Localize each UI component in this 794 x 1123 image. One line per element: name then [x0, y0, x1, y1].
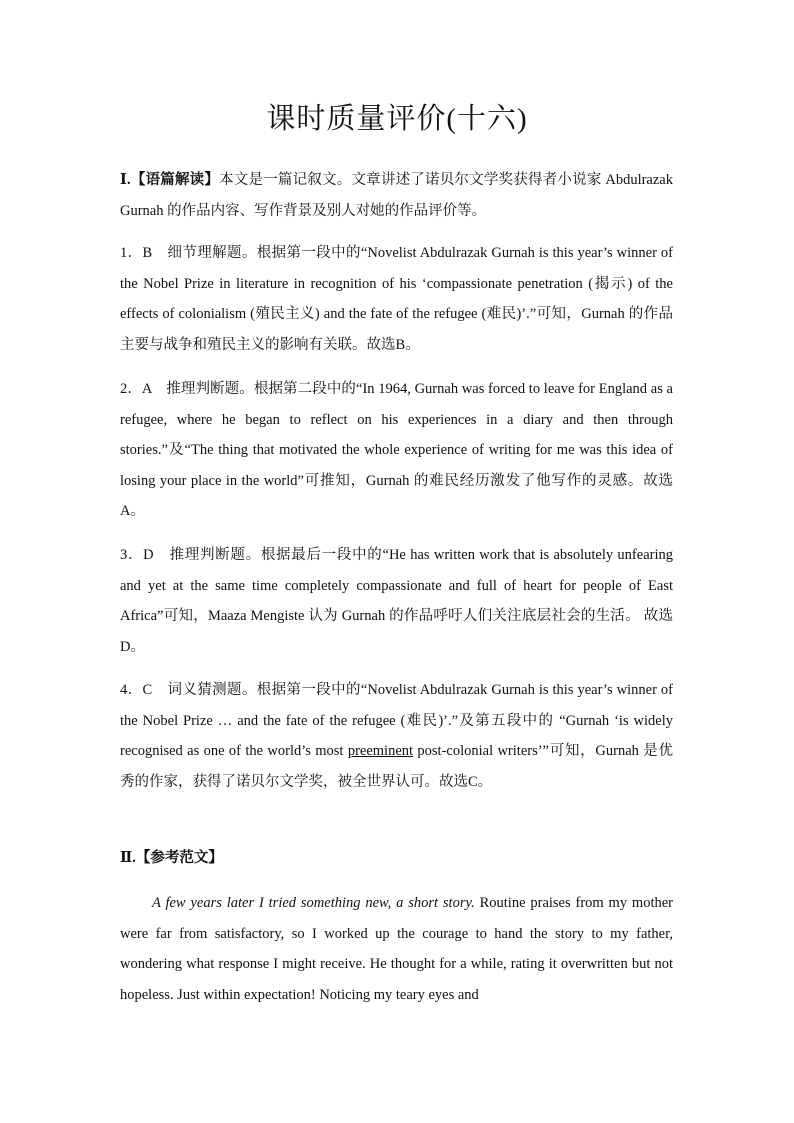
answer-2-text: 2．A 推理判断题。根据第二段中的“In 1964, Gurnah was forced to leave for England as a refugee, where he began to reflect on his experiences in a diary and then through stories.”及“The thing that motivated the whole experience of writing for me was this idea of losing your place in the world”可推知，Gurnah 的难民经历激发了他写作的灵感。故选A。: [120, 381, 673, 519]
passage-summary-text: 本文是一篇记叙文。文章讲述了诺贝尔文学奖获得者小说家 Abdulrazak Gurnah 的作品内容、写作背景及别人对她的作品评价等。: [120, 172, 673, 219]
answer-4-text-after: post-colonial writers’”可知，Gurnah 是优秀的作家，获得了诺贝尔文学奖，被全世界认可。故选C。: [120, 743, 673, 790]
passage-summary: [120, 165, 673, 226]
underlined-word: preeminent: [347, 743, 414, 759]
answer-4: [120, 675, 673, 797]
model-essay: [120, 888, 673, 1010]
section-1-label: Ⅰ.【语篇解读】: [120, 172, 220, 188]
answer-3-text: 3．D 推理判断题。根据最后一段中的“He has written work that is absolutely unfearing and yet at the same time completely compassionate and full of heart for people of East Africa”可知，Maaza Mengiste 认为 Gurnah 的作品呼吁人们关注底层社会的生活。 故选D。: [120, 547, 673, 655]
answer-1-text: 1．B 细节理解题。根据第一段中的“Novelist Abdulrazak Gurnah is this year’s winner of the Nobel Prize in literature in recognition of his ‘compassionate penetration (揭示) of the effects of colonialism (殖民主义) and the fate of the refugee (难民)’.”可知，Gurnah 的作品主要与战争和殖民主义的影响有关联。故选B。: [120, 245, 673, 353]
answer-1: [120, 238, 673, 360]
model-essay-text: Routine praises from my mother were far from satisfactory, so I worked up the courage to hand the story to my father, wondering what response I might receive. He thought for a while, rating it overwritten but not hopeless. Just within expectation! Noticing my teary eyes and: [120, 895, 673, 1003]
page-title: 课时质量评价(十六): [266, 103, 528, 135]
answer-4-text-before: 4．C 词义猜测题。根据第一段中的“Novelist Abdulrazak Gurnah is this year’s winner of the Nobel Prize … and the fate of the refugee (难民)’.”及第五段中的 “Gurnah ‘is widely recognised as one of the world’s most: [120, 682, 673, 759]
model-essay-lead: A few years later I tried something new, a short story.: [152, 895, 475, 911]
answer-3: [120, 540, 673, 662]
section-2-label: Ⅱ.【参考范文】: [120, 850, 223, 866]
section-2-heading: [120, 843, 673, 874]
answer-2: [120, 374, 673, 527]
